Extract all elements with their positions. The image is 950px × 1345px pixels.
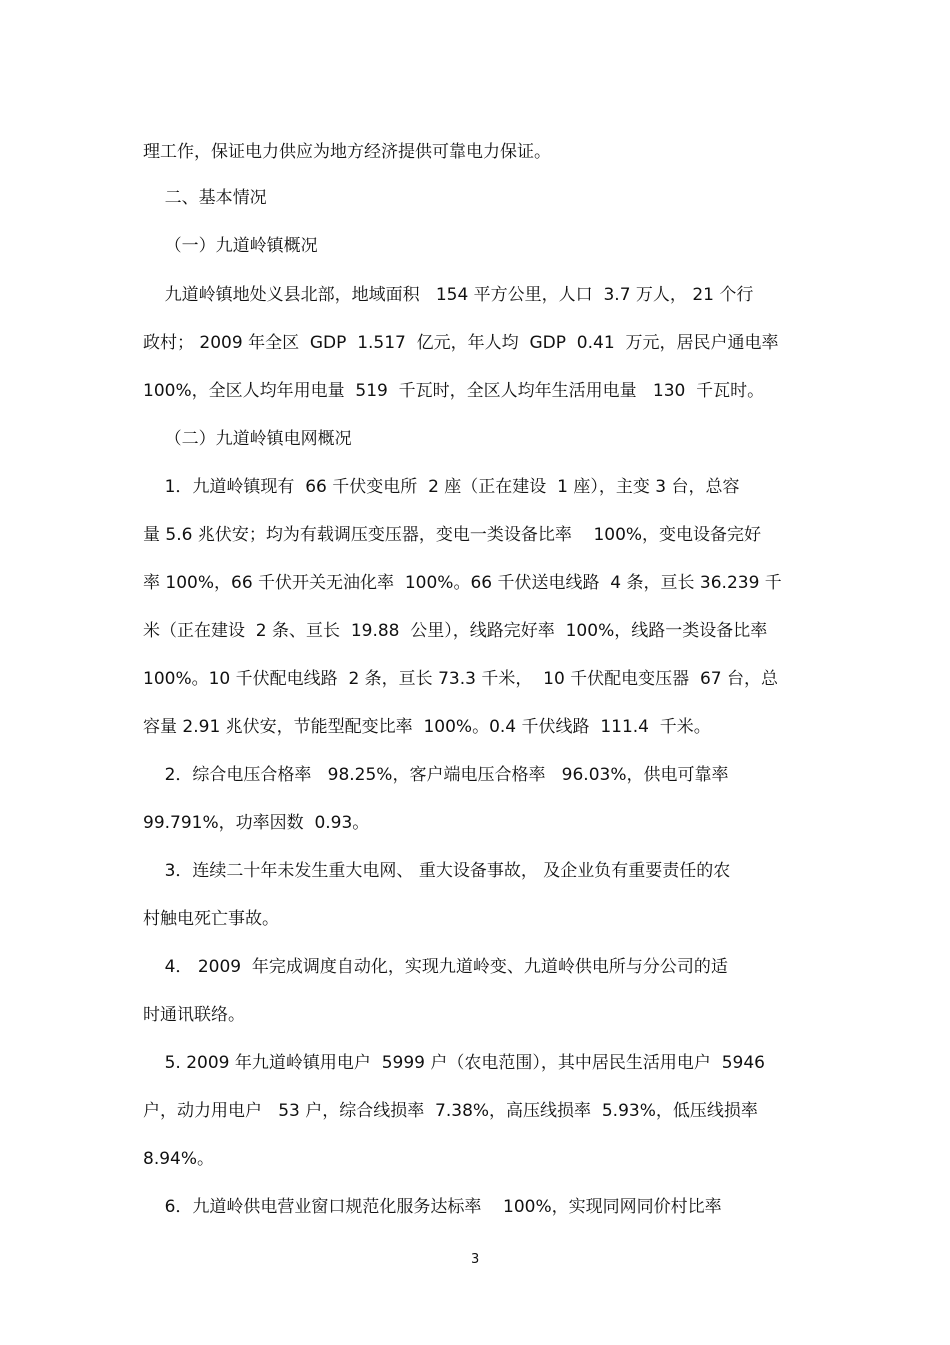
text-line: 5. 2009 年九道岭镇用电户 5999 户（农电范围），其中居民生活用电户 5946 [143,1053,765,1073]
text-line: 4． 2009 年完成调度自动化，实现九道岭变、九道岭供电所与分公司的适 [143,957,728,977]
text-line: 1．九道岭镇现有 66 千伏变电所 2 座（正在建设 1 座），主变 3 台，总容 [143,477,740,497]
text-line: 6．九道岭供电营业窗口规范化服务达标率 100%，实现同网同价村比率 [143,1197,722,1217]
text-line: 村触电死亡事故。 [143,909,279,929]
text-line: 理工作，保证电力供应为地方经济提供可靠电力保证。 [143,142,551,162]
section-heading: 二、基本情况 [143,188,267,208]
text-line: 100%，全区人均年用电量 519 千瓦时，全区人均年生活用电量 130 千瓦时。 [143,381,765,401]
text-line: 政村； 2009 年全区 GDP 1.517 亿元，年人均 GDP 0.41 万元，居民户通电率 [143,333,779,353]
text-line: 米（正在建设 2 条、亘长 19.88 公里），线路完好率 100%，线路一类设备比率 [143,621,768,641]
subsection-heading: （二）九道岭镇电网概况 [143,429,352,449]
text-line: 100%。10 千伏配电线路 2 条，亘长 73.3 千米， 10 千伏配电变压器 67 台，总 [143,669,779,689]
text-line: 8.94%。 [143,1149,215,1169]
text-line: 九道岭镇地处义县北部，地域面积 154 平方公里，人口 3.7 万人， 21 个行 [143,285,754,305]
text-line: 2．综合电压合格率 98.25%，客户端电压合格率 96.03%，供电可靠率 [143,765,729,785]
text-line: 99.791%，功率因数 0.93。 [143,813,370,833]
text-line: 量 5.6 兆伏安；均为有载调压变压器，变电一类设备比率 100%，变电设备完好 [143,525,762,545]
page-number: 3 [471,1252,480,1267]
text-line: 3．连续二十年未发生重大电网、 重大设备事故， 及企业负有重要责任的农 [143,861,731,881]
subsection-heading: （一）九道岭镇概况 [143,236,318,256]
text-line: 时通讯联络。 [143,1005,245,1025]
text-line: 户，动力用电户 53 户，综合线损率 7.38%，高压线损率 5.93%，低压线损率 [143,1101,758,1121]
text-line: 容量 2.91 兆伏安，节能型配变比率 100%。0.4 千伏线路 111.4 千米。 [143,717,711,737]
text-line: 率 100%，66 千伏开关无油化率 100%。66 千伏送电线路 4 条，亘长 36.239 千 [143,573,782,593]
